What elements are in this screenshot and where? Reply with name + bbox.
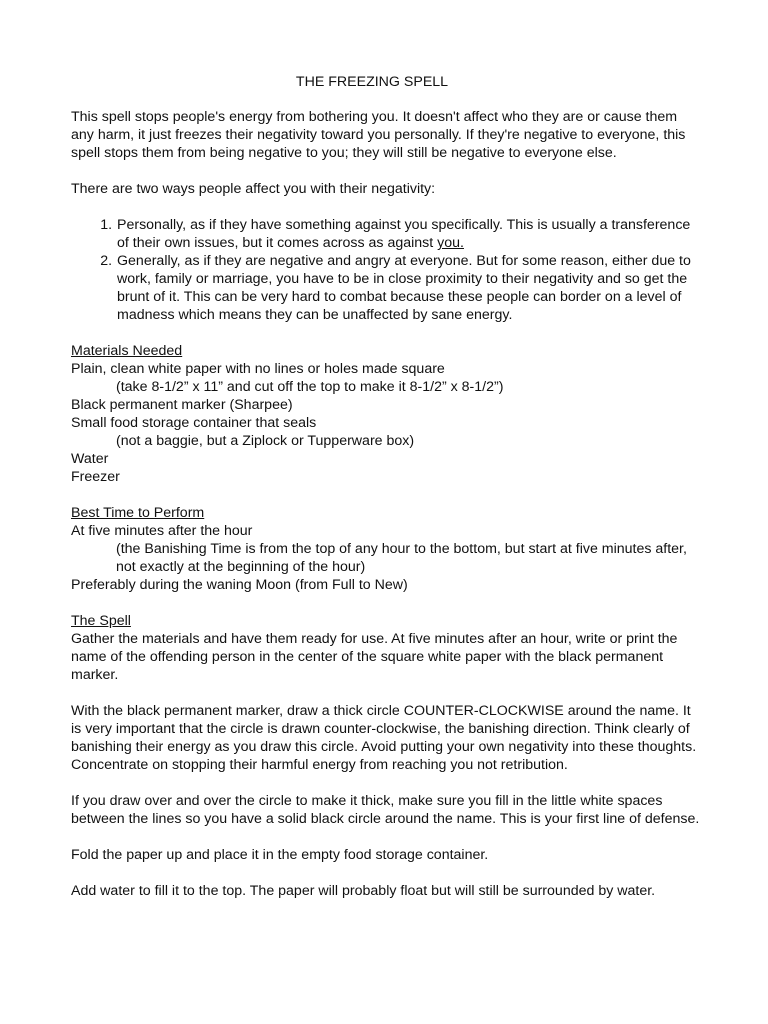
material-note: (take 8-1/2” x 11” and cut off the top to make it 8-1/2” x 8-1/2”) [116,379,504,395]
spell-heading: The Spell [71,613,131,629]
spell-section [71,612,703,684]
spell-paragraph: Gather the materials and have them ready for use. At five minutes after an hour, write or print the name of the offending person in the center of the square white paper with the black permanent marker. [71,631,678,683]
way-1-underlined: you. [437,235,464,251]
materials-heading: Materials Needed [71,343,183,359]
spell-paragraph: Fold the paper up and place it in the empty food storage container. [71,847,489,863]
material-item: Plain, clean white paper with no lines or holes made square [71,361,445,377]
spell-paragraph: With the black permanent marker, draw a thick circle COUNTER-CLOCKWISE around the name. It is very important that the circle is drawn counter-clockwise, the banishing direction. Think clearly of banishing their energy as you draw this circle. Avoid putting your own negativity into these thoughts. Concentrate on stopping their harmful energy from reaching you not retribution. [71,703,697,773]
material-item: Freezer [71,469,120,485]
material-item: Small food storage container that seals [71,415,317,431]
spell-paragraph: If you draw over and over the circle to make it thick, make sure you fill in the little white spaces between the lines so you have a solid black circle around the name. This is your first line of defense. [71,793,700,827]
best-time-heading: Best Time to Perform [71,505,205,521]
way-1-text: Personally, as if they have something against you specifically. This is usually a transference of their own issues, but it comes across as against [117,217,691,251]
best-time-note: (the Banishing Time is from the top of any hour to the bottom, but start at five minutes after, not exactly at the beginning of the hour) [116,541,687,575]
document-page [71,73,703,918]
materials-section [71,342,703,486]
intro-paragraph: This spell stops people's energy from bothering you. It doesn't affect who they are or cause them any harm, it just freezes their negativity toward you personally. If they're negative to everyone, this spell stops them from being negative to you; they will still be negative to everyone else. [71,109,686,161]
list-item [116,252,703,324]
ways-intro: There are two ways people affect you with their negativity: [71,181,436,197]
way-2-text: Generally, as if they are negative and angry at everyone. But for some reason, either due to work, family or marriage, you have to be in close proximity to their negativity and so get the brunt of it. This can be very hard to combat because these people can border on a level of madness which means they can be unaffected by sane energy. [117,253,691,323]
ways-list [71,216,703,324]
best-time-item: At five minutes after the hour [71,523,253,539]
best-time-item: Preferably during the waning Moon (from Full to New) [71,577,408,593]
document-title: THE FREEZING SPELL [295,74,449,90]
material-item: Black permanent marker (Sharpee) [71,397,293,413]
material-item: Water [71,451,109,467]
material-note: (not a baggie, but a Ziplock or Tupperware box) [116,433,415,449]
spell-paragraph: Add water to fill it to the top. The paper will probably float but will still be surrounded by water. [71,883,656,899]
best-time-section [71,504,703,594]
list-item [116,216,703,252]
